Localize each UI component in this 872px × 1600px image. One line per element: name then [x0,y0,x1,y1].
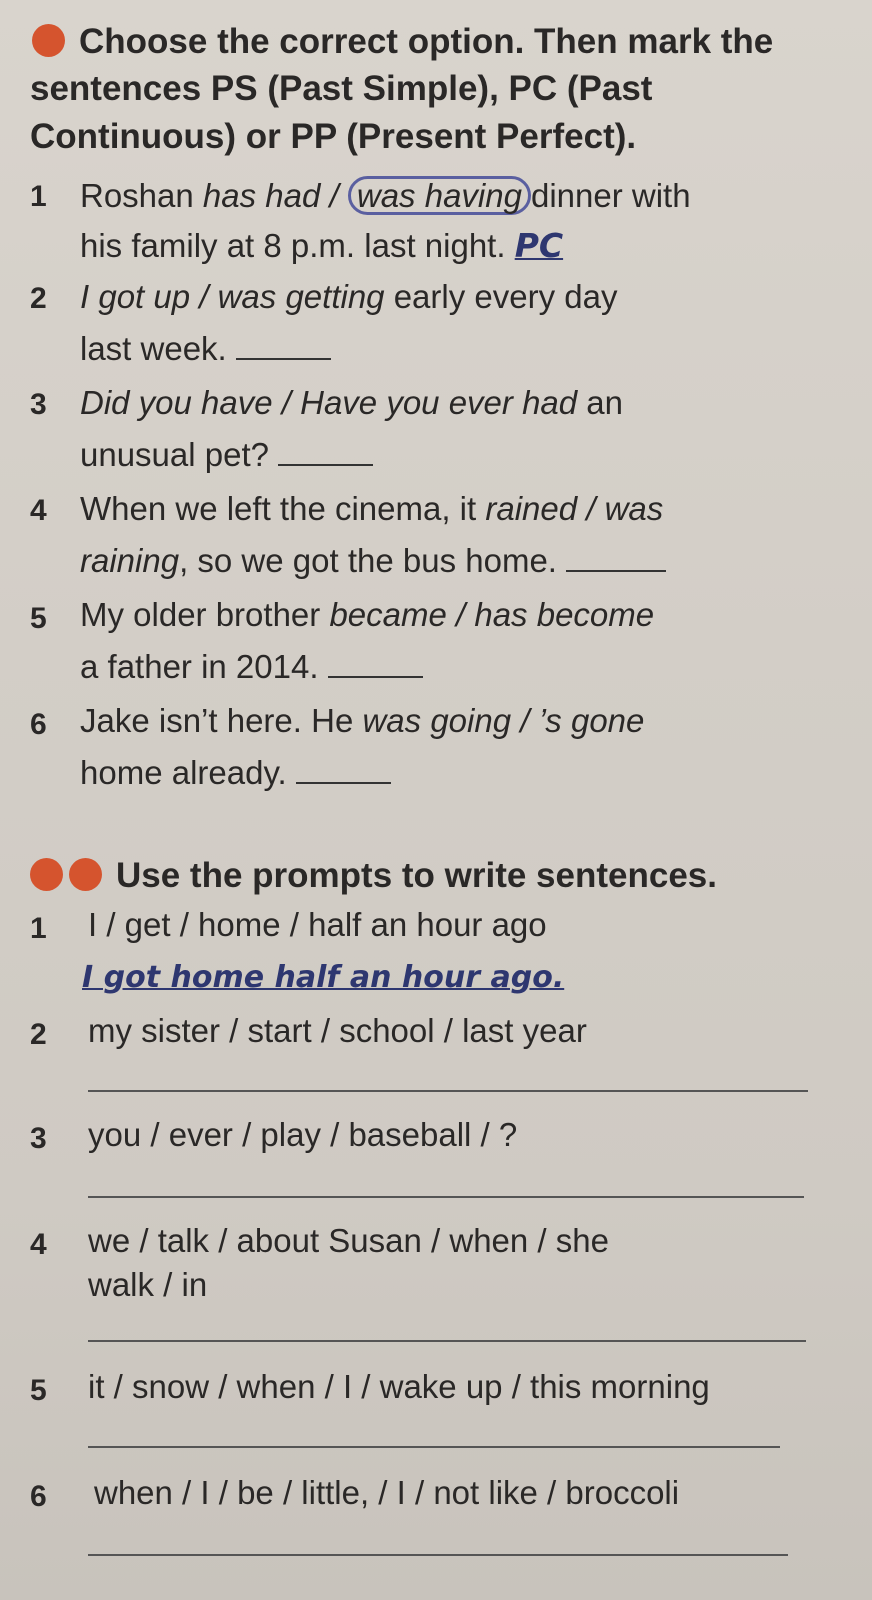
item-number: 4 [30,1228,47,1261]
difficulty-dot-icon [69,858,102,891]
prompt-line: when / I / be / little, / I / not like / broccoli [94,1474,680,1511]
sentence-line: last week. [80,330,331,368]
handwritten-answer: I got home half an hour ago. [82,960,565,995]
answer-blank [296,778,391,784]
sentence-line: Did you have / Have you ever had an [80,384,624,421]
sentence-line: his family at 8 p.m. last night. PC [80,226,564,265]
item-number: 6 [30,1480,47,1513]
sentence-line: raining, so we got the bus home. [80,542,666,580]
sentence-line: My older brother became / has become [80,596,655,633]
difficulty-dot-icon [30,858,63,891]
answer-line [88,1340,806,1342]
sentence-line: unusual pet? [80,436,373,474]
sentence-line: Jake isn’t here. He was going / ’s gone [80,702,645,739]
sentence-line: When we left the cinema, it rained / was [80,490,664,527]
answer-blank [566,566,666,572]
sentence-line: a father in 2014. [80,648,423,686]
sentence-line: I got up / was getting early every day [80,278,618,315]
difficulty-dot-icon [32,24,65,57]
prompt-line: we / talk / about Susan / when / she [88,1222,609,1259]
item-number: 5 [30,1374,47,1407]
prompt-line: you / ever / play / baseball / ? [88,1116,518,1153]
handwritten-answer: PC [514,226,564,265]
answer-blank [236,354,331,360]
sentence-line: Roshan has had / was having dinner with [80,177,691,214]
prompt-line: it / snow / when / I / wake up / this morning [88,1368,710,1405]
item-number: 2 [30,1018,47,1051]
exercise-1-instruction: Choose the correct option. Then mark the sentences PS (Past Simple), PC (Past Continuous) or PP (Present Perfect). [30,22,774,156]
prompt-line: I / get / home / half an hour ago [88,906,547,943]
item-number: 3 [30,1122,47,1155]
item-number: 1 [30,180,47,213]
item-number: 3 [30,388,47,421]
circled-answer: was having [348,176,531,215]
prompt-line: walk / in [88,1266,208,1303]
item-number: 5 [30,602,47,635]
answer-blank [328,672,423,678]
sentence-line: home already. [80,754,391,792]
item-number: 6 [30,708,47,741]
item-number: 1 [30,912,47,945]
answer-blank [278,460,373,466]
answer-line [88,1196,804,1198]
item-number: 2 [30,282,47,315]
answer-line [88,1446,780,1448]
prompt-line: my sister / start / school / last year [88,1012,587,1049]
answer-line [88,1090,808,1092]
exercise-2-instruction: Use the prompts to write sentences. [30,852,850,899]
item-number: 4 [30,494,47,527]
answer-line [88,1554,788,1556]
